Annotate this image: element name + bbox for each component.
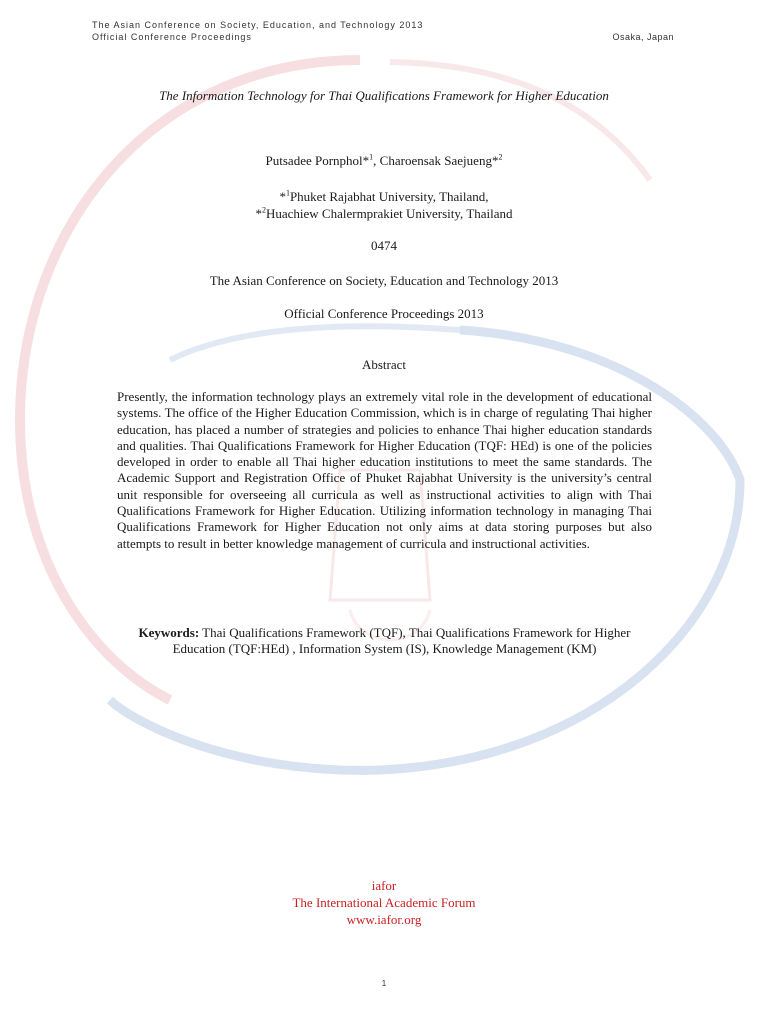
affiliation-1-prefix: * xyxy=(279,189,286,204)
abstract-body: Presently, the information technology plays an extremely vital role in the development of educational systems. The office of the Higher Education Commission, which is in charge of regulating Thai higher education, has placed a number of strategies and policies to enhance Thai higher education standards and qualities. Thai Qualifications Framework for Higher Education (TQF: HEd) is one of the policies developed in order to enable all Thai higher education institutions to meet the same standards. The Academic Support and Registration Office of Phuket Rajabhat University is the university’s central unit responsible for overseeing all curricula as well as instructional activities to align with Thai Qualifications Framework for Higher Education. Utilizing information technology in managing Thai Qualifications Framework for Higher Education not only aims at data storing purposes but also attempts to result in better knowledge management of curricula and instructional activities. xyxy=(117,389,652,551)
abstract-heading: Abstract xyxy=(361,357,407,372)
proceedings-name: Official Conference Proceedings 2013 xyxy=(284,306,484,321)
forum-short-name: iafor xyxy=(371,878,397,893)
affiliation-1-text: Phuket Rajabhat University, Thailand, xyxy=(289,189,489,204)
affiliation-2-prefix: * xyxy=(255,206,262,221)
paper-title: The Information Technology for Thai Qualifications Framework for Higher Education xyxy=(159,88,609,103)
affiliation-1-mark: 1 xyxy=(285,188,290,198)
affiliation-2 xyxy=(0,206,768,222)
page-number: 1 xyxy=(381,979,387,988)
running-header-conference: The Asian Conference on Society, Education, and Technology 2013 xyxy=(92,20,424,30)
affiliation-1 xyxy=(0,189,768,205)
keywords-text: Thai Qualifications Framework (TQF), Thai Qualifications Framework for Higher Education (TQF:HEd) , Information System (IS), Knowledge Management (KM) xyxy=(172,625,631,657)
forum-url-link[interactable]: www.iafor.org xyxy=(346,912,422,927)
author-1-affiliation-mark: 1 xyxy=(369,152,374,162)
paper-id: 0474 xyxy=(371,238,397,253)
running-header-location: Osaka, Japan xyxy=(612,32,674,42)
author-separator: , xyxy=(373,153,380,168)
keywords-label: Keywords: xyxy=(138,625,200,640)
authors-line xyxy=(0,153,768,169)
forum-full-name: The International Academic Forum xyxy=(292,895,476,910)
conference-name: The Asian Conference on Society, Education and Technology 2013 xyxy=(209,273,559,288)
author-2: Charoensak Saejueng* xyxy=(379,153,499,168)
affiliation-2-mark: 2 xyxy=(261,205,266,215)
author-2-affiliation-mark: 2 xyxy=(498,152,503,162)
affiliation-2-text: Huachiew Chalermprakiet University, Thailand xyxy=(265,206,513,221)
running-header-proceedings: Official Conference Proceedings xyxy=(92,32,252,42)
keywords-block xyxy=(117,625,652,658)
author-1: Putsadee Pornphol* xyxy=(265,153,370,168)
